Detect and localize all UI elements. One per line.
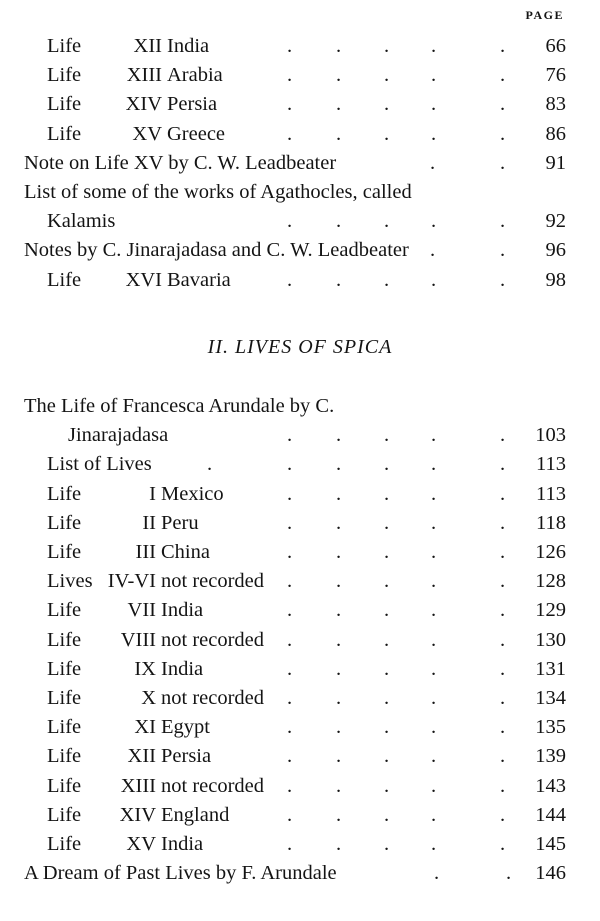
- leader-dot: .: [336, 628, 342, 651]
- toc-entry: [0, 480, 600, 509]
- leader-dot: .: [500, 239, 506, 262]
- entry-life-number: XIII: [126, 64, 162, 87]
- leader-dot: .: [500, 599, 506, 622]
- leader-dot: .: [384, 687, 390, 709]
- leader-dot: .: [336, 210, 342, 233]
- entry-page-number: 143: [535, 774, 566, 797]
- entry-life-place: Persia: [161, 745, 212, 768]
- leader-dot: .: [500, 716, 506, 739]
- entry-life-number: VIII: [120, 628, 156, 651]
- leader-dot: .: [384, 716, 390, 739]
- entry-page-number: 103: [535, 424, 566, 447]
- entry-life-number: XI: [134, 716, 156, 739]
- leader-dot: .: [287, 833, 293, 855]
- leader-dot: .: [431, 64, 437, 87]
- leader-dot: .: [384, 268, 390, 291]
- entry-life-label: Life: [47, 64, 82, 87]
- entry-life-number: XII: [127, 745, 156, 768]
- entry-life-label: Lives: [47, 570, 93, 593]
- leader-dot: .: [500, 803, 506, 826]
- leader-dot: .: [500, 628, 506, 651]
- leader-dot: .: [431, 716, 437, 739]
- leader-dot: .: [500, 745, 506, 768]
- entry-life-place: not recorded: [161, 774, 265, 797]
- entry-life-number: XVI: [125, 268, 162, 291]
- toc-entry: [0, 266, 600, 295]
- leader-dot: .: [287, 628, 293, 651]
- entry-life-number: X: [141, 687, 156, 709]
- entry-life-place: Peru: [161, 511, 199, 534]
- leader-dot: .: [336, 570, 342, 593]
- entry-life-label: Life: [47, 745, 82, 768]
- entry-page-number: 126: [535, 541, 566, 563]
- leader-dot: .: [287, 35, 293, 57]
- entry-life-place: Arabia: [167, 64, 223, 87]
- entry-life-place: India: [161, 657, 204, 680]
- entry-life-label: Life: [47, 122, 82, 145]
- leader-dot: .: [336, 35, 342, 57]
- leader-dot: .: [336, 657, 342, 680]
- leader-dot: .: [431, 803, 437, 826]
- leader-dot: .: [506, 862, 512, 885]
- leader-dot: .: [431, 657, 437, 680]
- toc-entry: [0, 772, 600, 801]
- leader-dot: .: [287, 541, 293, 563]
- entry-page-number: 96: [545, 239, 566, 262]
- toc-entry: [0, 655, 600, 684]
- leader-dot: .: [431, 774, 437, 797]
- page-column-header: PAGE: [525, 8, 564, 22]
- leader-dot: .: [500, 122, 506, 145]
- entry-life-number: XIV: [119, 803, 156, 826]
- toc-entry: [0, 32, 600, 61]
- leader-dot: .: [434, 862, 440, 885]
- entry-page-number: 91: [545, 151, 566, 174]
- entry-life-number: I: [149, 482, 156, 505]
- entry-page-number: 118: [536, 511, 566, 534]
- entry-page-number: 145: [535, 833, 566, 855]
- leader-dot: .: [500, 833, 506, 855]
- leader-dot: .: [336, 716, 342, 739]
- entry-title: Jinarajadasa: [68, 424, 169, 447]
- entry-life-number: III: [135, 541, 156, 563]
- leader-dot: .: [500, 511, 506, 534]
- leader-dot: .: [431, 833, 437, 855]
- entry-page-number: 131: [535, 657, 566, 680]
- entry-page-number: 139: [535, 745, 566, 768]
- leader-dot: .: [384, 745, 390, 768]
- entry-life-place: Greece: [167, 122, 226, 145]
- entry-title: Notes by C. Jinarajadasa and C. W. Leadbeater: [24, 239, 409, 262]
- leader-dot: .: [500, 570, 506, 593]
- toc-entry: [0, 421, 600, 450]
- leader-dot: .: [336, 803, 342, 826]
- entry-life-place: Persia: [167, 93, 218, 116]
- entry-life-label: Life: [47, 628, 82, 651]
- leader-dot: .: [500, 424, 506, 447]
- leader-dot: .: [500, 541, 506, 563]
- entry-life-label: Life: [47, 803, 82, 826]
- entry-page-number: 98: [545, 268, 566, 291]
- leader-dot: .: [431, 511, 437, 534]
- leader-dot: .: [500, 35, 506, 57]
- leader-dot: .: [500, 210, 506, 233]
- leader-dot: .: [336, 268, 342, 291]
- toc-entry: [0, 61, 600, 90]
- leader-dot: .: [336, 774, 342, 797]
- section-heading-lives-of-spica: II. LIVES OF SPICA: [207, 336, 393, 358]
- entry-life-label: Life: [47, 482, 82, 505]
- toc-entry: [0, 90, 600, 119]
- entry-page-number: 76: [545, 64, 566, 87]
- entry-life-label: Life: [47, 833, 82, 855]
- entry-life-place: Bavaria: [167, 268, 231, 291]
- entry-life-number: XV: [132, 122, 162, 145]
- entry-title: Note on Life XV by C. W. Leadbeater: [24, 151, 337, 174]
- entry-title: A Dream of Past Lives by F. Arundale: [24, 862, 337, 885]
- leader-dot: .: [384, 424, 390, 447]
- entry-life-number: IX: [134, 657, 156, 680]
- entry-life-label: Life: [47, 541, 82, 563]
- leader-dot: .: [287, 687, 293, 709]
- toc-entry: [0, 830, 600, 859]
- leader-dot: .: [287, 453, 293, 476]
- entry-life-place: not recorded: [161, 628, 265, 651]
- leader-dot: .: [500, 64, 506, 87]
- leader-dot: .: [336, 482, 342, 505]
- toc-entry: [0, 509, 600, 538]
- entry-life-label: Life: [47, 716, 82, 739]
- leader-dot: .: [384, 833, 390, 855]
- entry-life-place: Egypt: [161, 716, 210, 739]
- leader-dot: .: [384, 64, 390, 87]
- leader-dot: .: [384, 599, 390, 622]
- leader-dot: .: [336, 687, 342, 709]
- entry-page-number: 66: [545, 35, 566, 57]
- leader-dot: .: [500, 774, 506, 797]
- toc-entry: [0, 207, 600, 236]
- entry-life-place: Mexico: [161, 482, 224, 505]
- leader-dot: .: [287, 511, 293, 534]
- leader-dot: .: [431, 268, 437, 291]
- leader-dot: .: [431, 35, 437, 57]
- entry-life-label: Life: [47, 687, 82, 709]
- leader-dot: .: [336, 599, 342, 622]
- entry-life-place: not recorded: [161, 687, 265, 709]
- leader-dot: .: [431, 210, 437, 233]
- toc-entry: [0, 596, 600, 625]
- toc-entry: [0, 392, 600, 421]
- leader-dot: .: [500, 482, 506, 505]
- leader-dot: .: [287, 570, 293, 593]
- entry-life-place: India: [161, 599, 204, 622]
- toc-entry: [0, 450, 600, 479]
- leader-dot: .: [287, 482, 293, 505]
- entry-life-place: China: [161, 541, 210, 563]
- entry-page-number: 113: [536, 453, 566, 476]
- leader-dot: .: [287, 803, 293, 826]
- leader-dot: .: [500, 268, 506, 291]
- toc-entry: [0, 742, 600, 771]
- leader-dot: .: [287, 122, 293, 145]
- leader-dot: .: [336, 745, 342, 768]
- leader-dot: .: [336, 122, 342, 145]
- entry-title: List of some of the works of Agathocles, called: [24, 181, 412, 203]
- leader-dot: .: [430, 239, 436, 262]
- leader-dot: .: [384, 657, 390, 680]
- leader-dot: .: [287, 657, 293, 680]
- entry-life-number: VII: [127, 599, 156, 622]
- leader-dot: .: [336, 511, 342, 534]
- leader-dot: .: [384, 482, 390, 505]
- entry-life-place: not recorded: [161, 570, 265, 593]
- leader-dot: .: [384, 210, 390, 233]
- entry-life-place: India: [167, 35, 210, 57]
- leader-dot: .: [431, 599, 437, 622]
- leader-dot: .: [431, 453, 437, 476]
- leader-dot: .: [287, 93, 293, 116]
- entry-page-number: 144: [535, 803, 566, 826]
- leader-dot: .: [336, 64, 342, 87]
- leader-dot: .: [384, 453, 390, 476]
- toc-entry: [0, 120, 600, 149]
- entry-life-label: Life: [47, 268, 82, 291]
- leader-dot: .: [384, 511, 390, 534]
- entry-life-number: II: [142, 511, 156, 534]
- entry-life-number: XIV: [125, 93, 162, 116]
- leader-dot: .: [336, 424, 342, 447]
- entry-page-number: 130: [535, 628, 566, 651]
- leader-dot: .: [384, 93, 390, 116]
- leader-dot: .: [336, 93, 342, 116]
- toc-entry: [0, 626, 600, 655]
- leader-dot: .: [207, 453, 213, 476]
- toc-entry: [0, 178, 600, 207]
- leader-dot: .: [287, 745, 293, 768]
- leader-dot: .: [287, 64, 293, 87]
- entry-page-number: 113: [536, 482, 566, 505]
- entry-life-label: Life: [47, 93, 82, 116]
- entry-life-number: IV-VI: [107, 570, 156, 593]
- leader-dot: .: [384, 570, 390, 593]
- entry-title: Kalamis: [47, 210, 116, 233]
- leader-dot: .: [431, 122, 437, 145]
- entry-life-number: XIII: [120, 774, 156, 797]
- leader-dot: .: [500, 657, 506, 680]
- leader-dot: .: [430, 151, 436, 174]
- entry-title: List of Lives: [47, 453, 152, 476]
- entry-page-number: 92: [545, 210, 566, 233]
- toc-entry: [0, 149, 600, 178]
- leader-dot: .: [336, 453, 342, 476]
- leader-dot: .: [500, 93, 506, 116]
- toc-entry: [0, 684, 600, 713]
- toc-entry: [0, 801, 600, 830]
- leader-dot: .: [287, 210, 293, 233]
- toc-entry: [0, 713, 600, 742]
- leader-dot: .: [384, 774, 390, 797]
- leader-dot: .: [431, 541, 437, 563]
- leader-dot: .: [431, 687, 437, 709]
- entry-life-place: India: [161, 833, 204, 855]
- entry-life-label: Life: [47, 599, 82, 622]
- toc-entry: [0, 859, 600, 888]
- leader-dot: .: [384, 541, 390, 563]
- entry-life-label: Life: [47, 511, 82, 534]
- entry-page-number: 135: [535, 716, 566, 739]
- leader-dot: .: [336, 541, 342, 563]
- toc-entry: [0, 567, 600, 596]
- leader-dot: .: [500, 151, 506, 174]
- leader-dot: .: [287, 599, 293, 622]
- leader-dot: .: [431, 570, 437, 593]
- leader-dot: .: [287, 774, 293, 797]
- entry-page-number: 86: [545, 122, 566, 145]
- leader-dot: .: [431, 628, 437, 651]
- entry-page-number: 129: [535, 599, 566, 622]
- entry-title: The Life of Francesca Arundale by C.: [24, 395, 335, 417]
- leader-dot: .: [431, 745, 437, 768]
- leader-dot: .: [336, 833, 342, 855]
- entry-page-number: 134: [535, 687, 566, 709]
- entry-life-label: Life: [47, 774, 82, 797]
- leader-dot: .: [287, 424, 293, 447]
- leader-dot: .: [431, 93, 437, 116]
- entry-page-number: 146: [535, 862, 566, 885]
- leader-dot: .: [431, 424, 437, 447]
- leader-dot: .: [287, 716, 293, 739]
- leader-dot: .: [500, 453, 506, 476]
- leader-dot: .: [287, 268, 293, 291]
- leader-dot: .: [431, 482, 437, 505]
- toc-entry: [0, 236, 600, 265]
- leader-dot: .: [384, 122, 390, 145]
- entry-page-number: 128: [535, 570, 566, 593]
- entry-life-place: England: [161, 803, 230, 826]
- leader-dot: .: [384, 628, 390, 651]
- entry-life-number: XV: [126, 833, 156, 855]
- leader-dot: .: [384, 35, 390, 57]
- entry-life-number: XII: [133, 35, 162, 57]
- leader-dot: .: [500, 687, 506, 709]
- entry-page-number: 83: [545, 93, 566, 116]
- entry-life-label: Life: [47, 35, 82, 57]
- toc-entry: [0, 538, 600, 567]
- leader-dot: .: [384, 803, 390, 826]
- entry-life-label: Life: [47, 657, 82, 680]
